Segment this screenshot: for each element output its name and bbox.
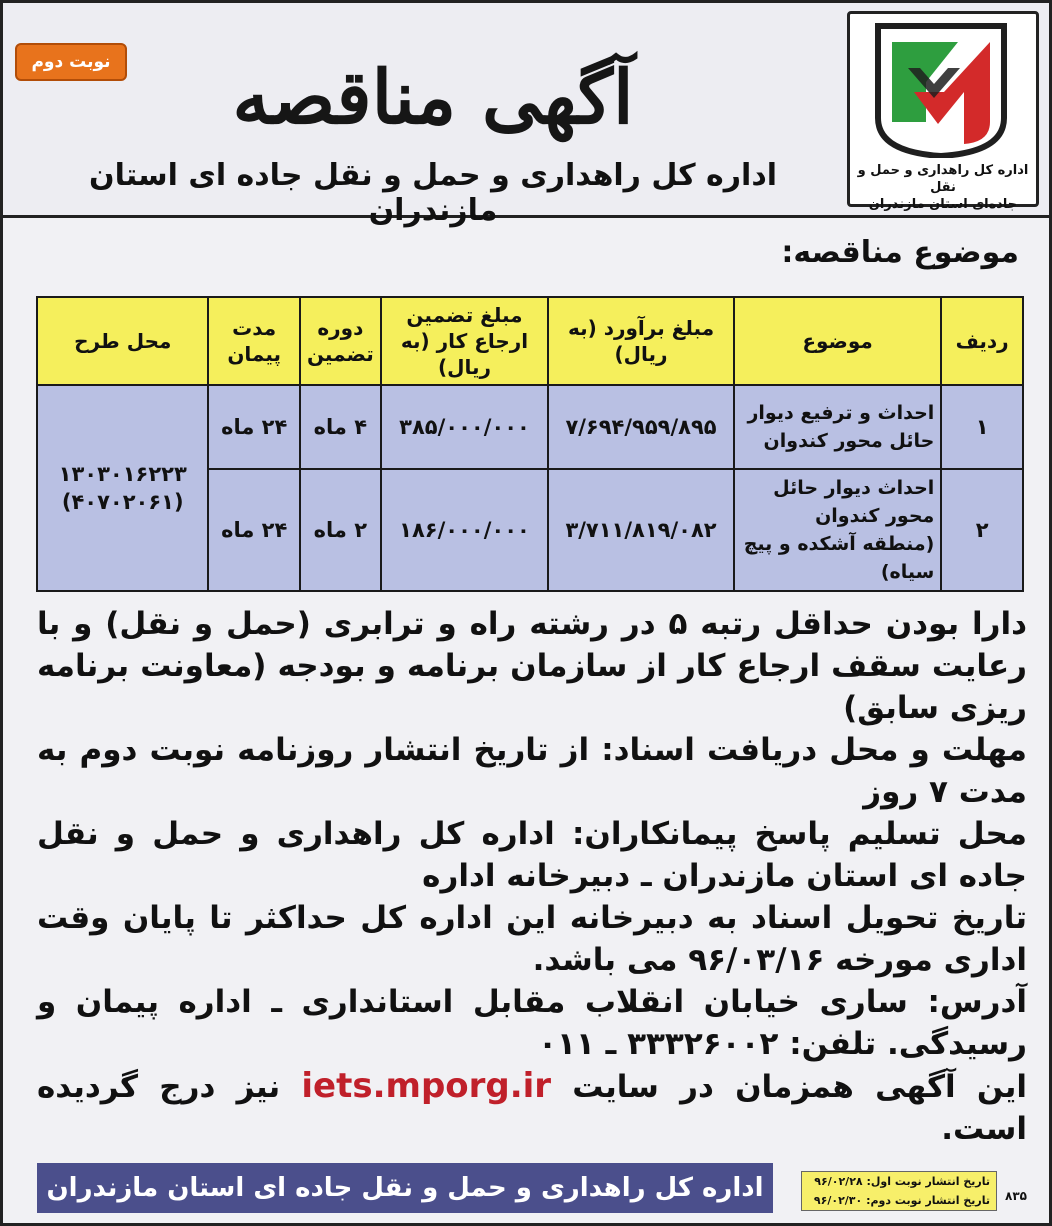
- row-subject: احداث دیوار حائل محور کندوان (منطقه آشکده و پیچ سیاه): [734, 469, 941, 591]
- delivery-date-paragraph: تاریخ تحویل اسناد به دبیرخانه این اداره کل حداکثر تا پایان وقت اداری مورخه ۹۶/۰۳/۱۶ می باشد.: [37, 900, 1027, 978]
- row-guarantee-period: ۴ ماه: [300, 385, 381, 469]
- website-paragraph: [37, 1065, 1027, 1150]
- row-contract-period: ۲۴ ماه: [208, 469, 300, 591]
- row-estimate: ۷/۶۹۴/۹۵۹/۸۹۵: [548, 385, 734, 469]
- col-header-project-location: محل طرح: [37, 297, 208, 385]
- project-location-code: ۱۳۰۳۰۱۶۲۲۳: [58, 462, 187, 486]
- project-location-cell: [37, 385, 208, 591]
- eligibility-paragraph: دارا بودن حداقل رتبه ۵ در رشته راه و ترابری (حمل و نقل) و با رعایت سقف ارجاع کار از سازمان برنامه و بودجه (معاونت برنامه ریزی سابق): [37, 606, 1027, 726]
- project-location-subcode: (۴۰۷۰۲۰۶۱): [61, 490, 184, 514]
- logo-caption-line1: اداره کل راهداری و حمل و نقل: [857, 163, 1029, 195]
- notice-header: [3, 3, 1049, 228]
- organization-name: اداره کل راهداری و حمل و نقل جاده ای استان مازندران: [88, 158, 777, 228]
- address-paragraph: آدرس: ساری خیابان انقلاب مقابل استانداری ـ اداره پیمان و رسیدگی. تلفن: ۳۳۳۲۶۰۰۲ ـ ۰۱۱: [37, 984, 1027, 1062]
- notice-title: آگهی مناقصه: [232, 55, 634, 141]
- row-guarantee-period: ۲ ماه: [300, 469, 381, 591]
- col-header-row-no: ردیف: [941, 297, 1023, 385]
- row-subject: احداث و ترفیع دیوار حائل محور کندوان: [734, 385, 941, 469]
- footer-organization: اداره کل راهداری و حمل و نقل جاده ای استان مازندران: [37, 1163, 773, 1213]
- subject-label: موضوع مناقصه:: [781, 235, 1019, 270]
- logo-caption: [854, 162, 1032, 213]
- table-row: [37, 385, 1023, 469]
- submission-place-paragraph: محل تسلیم پاسخ پیمانکاران: اداره کل راهداری و حمل و نقل جاده ای استان مازندران ـ دبیرخانه اداره: [37, 816, 1027, 894]
- col-header-subject: موضوع: [734, 297, 941, 385]
- col-header-contract-period: مدت پیمان: [208, 297, 300, 385]
- road-transport-emblem-icon: [868, 22, 1014, 158]
- row-contract-period: ۲۴ ماه: [208, 385, 300, 469]
- ad-code: ۸۳۵: [1005, 1189, 1027, 1203]
- row-guarantee: ۱۸۶/۰۰۰/۰۰۰: [381, 469, 549, 591]
- website-text-before: این آگهی همزمان در سایت: [572, 1069, 1027, 1105]
- row-guarantee: ۳۸۵/۰۰۰/۰۰۰: [381, 385, 549, 469]
- website-text-after: نیز درج گردیده است.: [37, 1069, 1027, 1147]
- website-link[interactable]: iets.mporg.ir: [301, 1066, 552, 1106]
- tender-table: [36, 296, 1024, 592]
- col-header-estimate: مبلغ برآورد (به ریال): [548, 297, 734, 385]
- row-estimate: ۳/۷۱۱/۸۱۹/۰۸۲: [548, 469, 734, 591]
- document-deadline-paragraph: مهلت و محل دریافت اسناد: از تاریخ انتشار روزنامه نوبت دوم به مدت ۷ روز: [37, 732, 1027, 810]
- second-publication-date: تاریخ انتشار نوبت دوم: ۹۶/۰۲/۳۰: [813, 1194, 990, 1207]
- notice-body: [37, 603, 1027, 1150]
- col-header-guarantee: مبلغ تضمین ارجاع کار (به ریال): [381, 297, 549, 385]
- organization-logo: [847, 11, 1039, 212]
- row-number: ۲: [941, 469, 1023, 591]
- logo-caption-line2: جاده‌ای استان مازندران: [868, 197, 1018, 212]
- table-header-row: [37, 297, 1023, 385]
- publication-dates: [801, 1171, 997, 1211]
- first-publication-date: تاریخ انتشار نوبت اول: ۹۶/۰۲/۲۸: [814, 1175, 990, 1188]
- round-badge: نوبت دوم: [15, 43, 127, 81]
- row-number: ۱: [941, 385, 1023, 469]
- col-header-guarantee-period: دوره تضمین: [300, 297, 381, 385]
